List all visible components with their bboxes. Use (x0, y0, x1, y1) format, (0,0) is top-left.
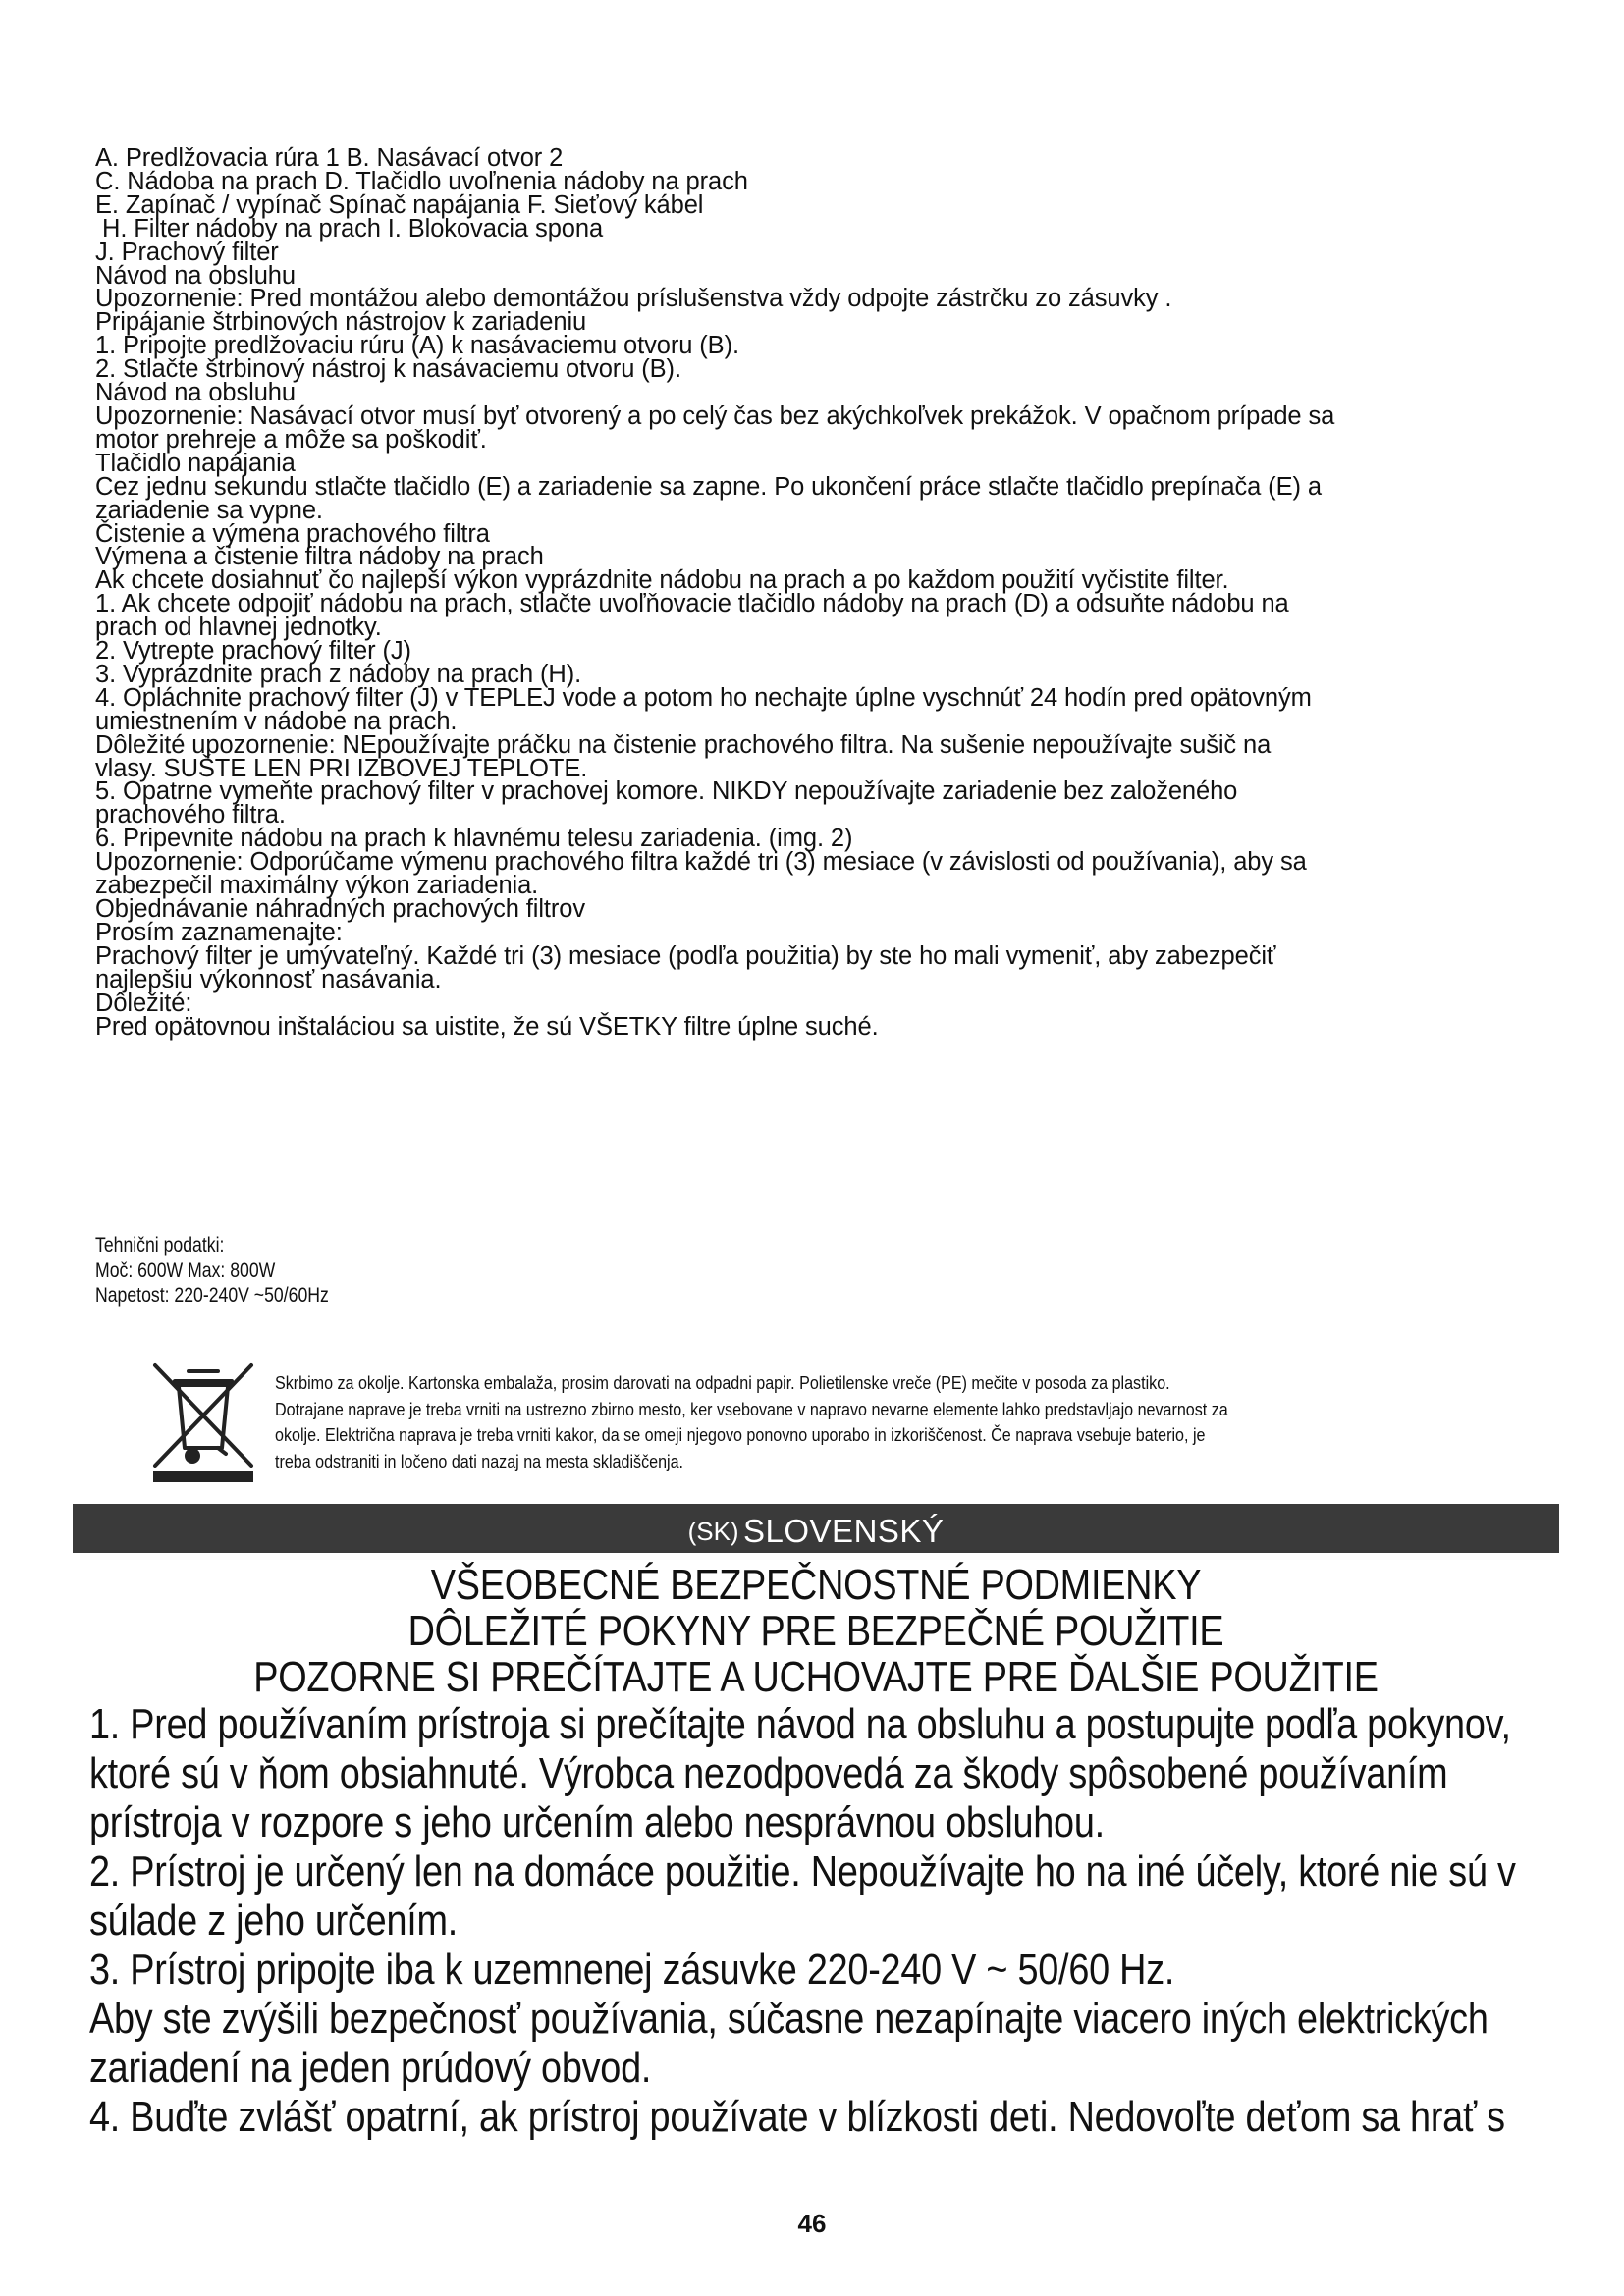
eco-line: treba odstraniti in ločeno dati nazaj na mesta skladiščenja. (275, 1450, 684, 1471)
instruction-line: 2. Vytrepte prachový filter (J) (95, 637, 411, 666)
instruction-line: C. Nádoba na prach D. Tlačidlo uvoľnenia nádoby na prach (95, 167, 748, 195)
technical-data (95, 1233, 329, 1308)
safety-subheading: DÔLEŽITÉ POKYNY PRE BEZPEČNÉ POUŽITIE (407, 1607, 1224, 1655)
instruction-line: Prachový filter je umývateľný. Každé tri (3) mesiace (podľa použitia) by ste ho mali vymeniť, aby zabezpečiť (95, 941, 1276, 970)
instruction-line: Návod na obsluhu (95, 379, 296, 407)
instruction-line: 4. Opláchnite prachový filter (J) v TEPLEJ vode a potom ho nechajte úplne vyschnúť 24 hodín pred opätovným (95, 683, 1312, 712)
instruction-line: 5. Opatrne vymeňte prachový filter v prachovej komore. NIKDY nepoužívajte zariadenie bez založeného (95, 777, 1238, 806)
instruction-line: motor prehreje a môže sa poškodiť. (95, 425, 487, 454)
safety-line: Aby ste zvýšili bezpečnosť používania, súčasne nezapínajte viacero iných elektrických (89, 1995, 1489, 2043)
instruction-line: H. Filter nádoby na prach I. Blokovacia spona (95, 214, 604, 242)
safety-line: 3. Prístroj pripojte iba k uzemnenej zásuvke 220-240 V ~ 50/60 Hz. (89, 1946, 1175, 1994)
instruction-line: Upozornenie: Odporúčame výmenu prachového filtra každé tri (3) mesiace (v závislosti od používania), aby sa (95, 848, 1307, 877)
instruction-line: Ak chcete dosiahnuť čo najlepší výkon vyprázdnite nádobu na prach a po každom použití vyčistite filter. (95, 566, 1229, 595)
page-number: 46 (797, 2209, 827, 2238)
instruction-line: 3. Vyprázdnite prach z nádoby na prach (H). (95, 660, 582, 688)
instruction-line: Objednávanie náhradných prachových filtrov (95, 895, 586, 923)
instruction-line: prachového filtra. (95, 801, 286, 829)
language-code: (SK) (687, 1517, 739, 1546)
language-name: SLOVENSKÝ (743, 1513, 945, 1549)
safety-line: súlade z jeho určením. (89, 1896, 459, 1945)
eco-notice (275, 1370, 1429, 1474)
tech-power: Moč: 600W Max: 800W (95, 1258, 276, 1282)
instruction-line: zabezpečil maximálny výkon zariadenia. (95, 872, 539, 900)
instruction-line: prach od hlavnej jednotky. (95, 614, 382, 642)
instruction-line: Pred opätovnou inštaláciou sa uistite, že sú VŠETKY filtre úplne suché. (95, 1012, 879, 1041)
instruction-line: Pripájanie štrbinových nástrojov k zariadeniu (95, 308, 587, 337)
instruction-line: 1. Pripojte predlžovaciu rúru (A) k nasávaciemu otvoru (B). (95, 332, 739, 360)
instruction-line: Dôležité upozornenie: NEpoužívajte práčku na čistenie prachového filtra. Na sušenie nepoužívajte sušič na (95, 730, 1272, 759)
safety-line: ktoré sú v ňom obsiahnuté. Výrobca nezodpovedá za škody spôsobené používaním (89, 1749, 1448, 1797)
instruction-line: 1. Ak chcete odpojiť nádobu na prach, stlačte uvoľňovacie tlačidlo nádoby na prach (D) a odsuňte nádobu na (95, 590, 1289, 618)
safety-line: zariadení na jeden prúdový obvod. (89, 2044, 652, 2092)
instruction-line: Cez jednu sekundu stlačte tlačidlo (E) a zariadenie sa zapne. Po ukončení práce stlačte tlačidlo prepínača (E) a (95, 472, 1322, 501)
instruction-line: vlasy. SUŠTE LEN PRI IZBOVEJ TEPLOTE. (95, 754, 588, 782)
instruction-line: zariadenie sa vypne. (95, 496, 323, 524)
instruction-line: E. Zapínač / vypínač Spínač napájania F. Sieťový kábel (95, 190, 704, 219)
instruction-line: Upozornenie: Pred montážou alebo demontážou príslušenstva vždy odpojte zástrčku zo zásuvky . (95, 285, 1172, 313)
safety-instructions (89, 1700, 1576, 2142)
instruction-line: umiestnením v nádobe na prach. (95, 707, 458, 735)
crossed-out-wheelie-bin-icon (149, 1360, 257, 1485)
safety-line: prístroja v rozpore s jeho určením alebo nesprávnou obsluhou. (89, 1798, 1105, 1846)
safety-line: 1. Pred používaním prístroja si prečítajte návod na obsluhu a postupujte podľa pokynov, (89, 1700, 1511, 1748)
instruction-line: Tlačidlo napájania (95, 449, 296, 477)
instruction-line: najlepšiu výkonnosť nasávania. (95, 965, 442, 993)
instruction-line: Výmena a čistenie filtra nádoby na prach (95, 543, 544, 571)
language-section-bar (73, 1504, 1559, 1553)
eco-line: Dotrajane naprave je treba vrniti na ustrezno zbirno mesto, ker vsebovane v napravo nevarne elemente lahko predstavljajo nevarnost za (275, 1398, 1228, 1419)
instructions-block (95, 144, 1578, 1041)
instruction-line: Upozornenie: Nasávací otvor musí byť otvorený a po celý čas bez akýchkoľvek prekážok. V opačnom prípade sa (95, 401, 1335, 430)
instruction-line: A. Predlžovacia rúra 1 B. Nasávací otvor 2 (95, 144, 564, 172)
safety-subheading: POZORNE SI PREČÍTAJTE A UCHOVAJTE PRE ĎALŠIE POUŽITIE (253, 1653, 1379, 1701)
safety-line: 4. Buďte zvlášť opatrní, ak prístroj používate v blízkosti deti. Nedovoľte deťom sa hrať s (89, 2093, 1505, 2141)
tech-heading: Tehnični podatki: (95, 1234, 225, 1256)
instruction-line: J. Prachový filter (95, 238, 279, 266)
tech-voltage: Napetost: 220-240V ~50/60Hz (95, 1284, 329, 1307)
instruction-line: Návod na obsluhu (95, 261, 296, 290)
instruction-line: Čistenie a výmena prachového filtra (95, 519, 490, 548)
instruction-line: 2. Stlačte štrbinový nástroj k nasávaciemu otvoru (B). (95, 355, 681, 384)
safety-heading: VŠEOBECNÉ BEZPEČNOSTNÉ PODMIENKY (430, 1561, 1202, 1609)
instruction-line: 6. Pripevnite nádobu na prach k hlavnému telesu zariadenia. (img. 2) (95, 825, 853, 853)
instruction-line: Prosím zaznamenajte: (95, 918, 343, 946)
safety-line: 2. Prístroj je určený len na domáce použitie. Nepoužívajte ho na iné účely, ktoré nie sú v (89, 1847, 1516, 1896)
eco-line: Skrbimo za okolje. Kartonska embalaža, prosim darovati na odpadni papir. Polietilenske vreče (PE) mečite v posoda za plastiko. (275, 1372, 1170, 1393)
instruction-line: Dôležité: (95, 988, 192, 1017)
eco-line: okolje. Električna naprava je treba vrniti kakor, da se omeji njegovo ponovno uporabo in izkoriščenost. Če naprava vsebuje baterio, je (275, 1424, 1206, 1445)
